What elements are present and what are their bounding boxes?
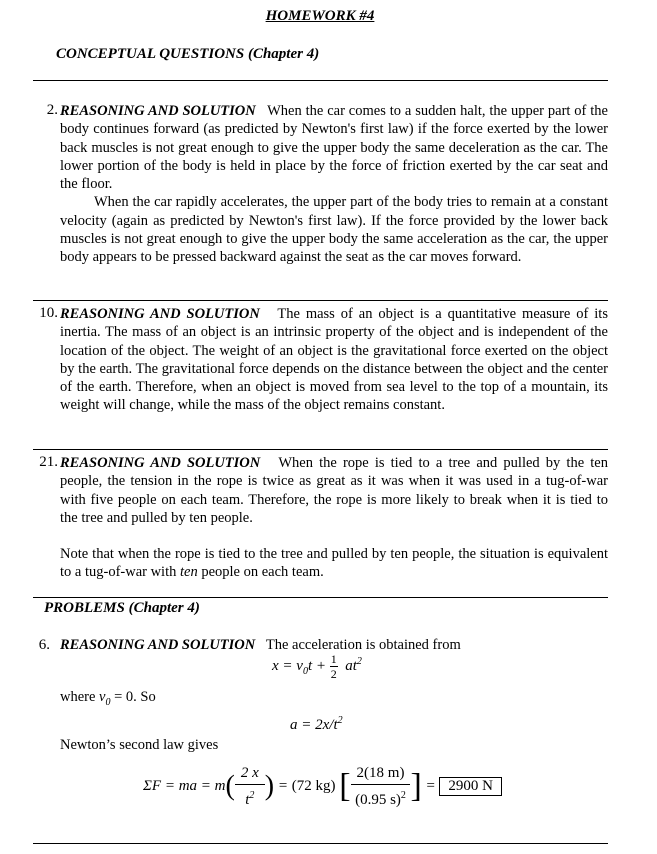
question-2-paragraph-2: When the car rapidly accelerates, the upper part of the body tries to remain at a constant velocity (again as predicted by Newton's first law). If the force provided by the lower back muscles is not great enough to give the upper body the same acceleration as the car, the upper body appears to be pressed backward against the seat as the car moves forward. (60, 194, 608, 266)
frac-den: t (245, 792, 250, 808)
value-fraction: $\frac{2(18 m)}{(0.95 s)^2}$ (351, 762, 411, 811)
problem-6-intro (60, 637, 461, 654)
where-tail: = 0. So (114, 689, 156, 705)
eq-part: a = 2x/t (290, 717, 338, 733)
eq-sub: 0 (302, 665, 308, 677)
divider (33, 843, 608, 844)
force-equation: ΣF = ma = m( $\frac{2 x}{t^2}$ ) = (72 kg) [ $\frac{2(18 m)}{(0.95 s)^2}$ ] = 2900 N (143, 762, 502, 811)
intro-text: The acceleration is obtained from (265, 637, 461, 653)
reasoning-label: REASONING AND SOLUTION (60, 455, 261, 471)
where-text: where (60, 689, 96, 705)
where-line: where $v_0 = 0$. So (60, 689, 156, 708)
acceleration-equation (290, 715, 343, 734)
eq-part: t + (307, 657, 326, 674)
eq-part: at (345, 657, 357, 674)
frac-den: (0.95 s) (355, 792, 401, 808)
eq-exp: 2 (337, 715, 343, 726)
question-21-answer (60, 454, 608, 527)
eq-part: x = v (272, 657, 303, 674)
divider (33, 80, 608, 81)
kinematics-equation (272, 652, 362, 681)
note-emphasis: ten (180, 564, 198, 581)
frac-num: 2(18 m) (351, 762, 411, 785)
frac-num: 1 (330, 652, 337, 666)
question-10-paragraph: The mass of an object is a quantitative measure of its inertia. The mass of an object is an intrinsic property of the object and is independent of the location of the object. The weight of an object is the gravitational force exerted on the object by the earth. The gravitational force depends on the distance between the object and the center of the earth. Therefore, when an object is moved from sea level to the top of a mountain, its weight will change, while the mass of the object remains constant. (60, 306, 608, 414)
page-title: HOMEWORK #4 (265, 8, 375, 24)
acc-fraction: $\frac{2 x}{t^2}$ (235, 762, 265, 811)
note-text: people on each team. (197, 564, 324, 581)
question-number: 2. (46, 102, 58, 118)
problem-number: 6. (38, 637, 50, 653)
frac-num: 2 x (235, 762, 265, 785)
eq-part: ΣF = ma = m (143, 777, 226, 794)
mass-value: (72 kg) (291, 777, 336, 794)
divider (33, 597, 608, 598)
reasoning-label: REASONING AND SOLUTION (60, 637, 256, 653)
newton-line: Newton’s second law gives (60, 737, 219, 753)
frac-den: 2 (330, 667, 337, 681)
question-21-note (60, 545, 608, 582)
divider (33, 449, 608, 450)
note-text: Note that when the rope is tied to the tree and pulled by ten people, the situation is equivalent to a tug-of-war with (60, 546, 608, 581)
question-10-answer (60, 305, 608, 415)
divider (33, 300, 608, 301)
conceptual-heading: CONCEPTUAL QUESTIONS (Chapter 4) (56, 46, 320, 62)
question-21-paragraph: When the rope is tied to a tree and pulled by the ten people, the tension in the rope is twice as great as it was when it was used in a tug-of-war with five people on each team. Therefore, the rope is more likely to break when it is tied to the tree and pulled by ten people. (60, 455, 608, 526)
reasoning-label: REASONING AND SOLUTION (60, 306, 260, 322)
question-number: 10. (39, 305, 58, 321)
eq-exp: 2 (356, 655, 362, 667)
question-number: 21. (39, 454, 58, 470)
question-2-paragraph-1: When the car comes to a sudden halt, the upper part of the body continues forward (as predicted by Newton's first law) if the force exerted by the lower back muscles is not great enough to give the upper body the same deceleration as the car. The lower portion of the body is held in place by the force of friction exerted by the car seat and the floor. (60, 103, 608, 193)
reasoning-label: REASONING AND SOLUTION (60, 103, 256, 119)
answer-box: 2900 N (439, 777, 502, 796)
question-2-answer (60, 102, 608, 267)
problems-heading: PROBLEMS (Chapter 4) (44, 600, 200, 616)
half-fraction (330, 652, 338, 681)
